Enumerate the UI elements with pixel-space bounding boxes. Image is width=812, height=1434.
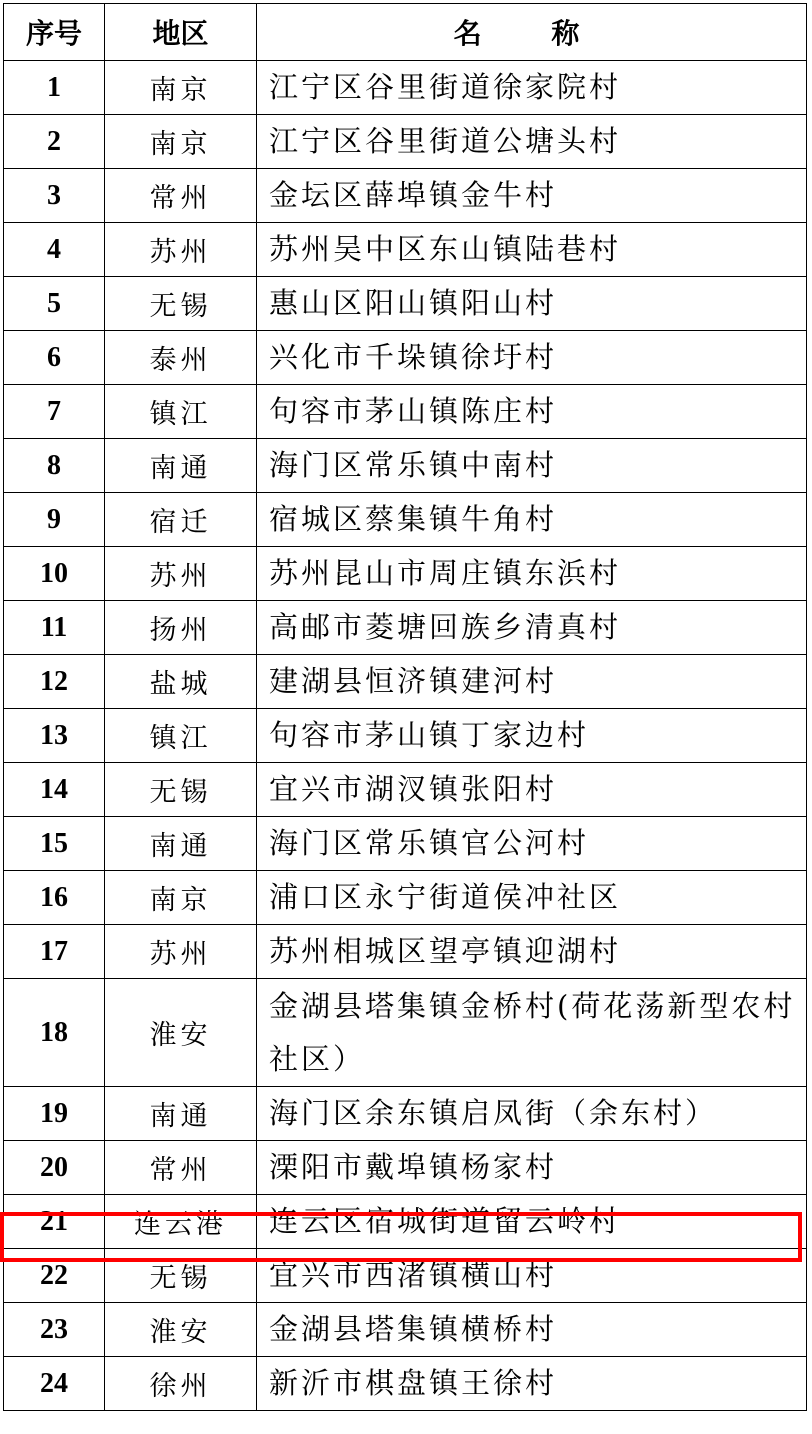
row-region: 苏州 — [105, 925, 257, 979]
row-village-name: 浦口区永宁街道侯冲社区 — [257, 871, 807, 925]
table-row — [4, 1303, 807, 1357]
table-row — [4, 601, 807, 655]
table-row — [4, 61, 807, 115]
row-village-name: 惠山区阳山镇阳山村 — [257, 277, 807, 331]
table-row — [4, 1357, 807, 1411]
row-number: 15 — [4, 817, 105, 871]
header-name: 名 称 — [257, 4, 807, 61]
row-village-name: 苏州吴中区东山镇陆巷村 — [257, 223, 807, 277]
table-row — [4, 763, 807, 817]
row-number: 16 — [4, 871, 105, 925]
row-village-name: 句容市茅山镇丁家边村 — [257, 709, 807, 763]
table-row — [4, 493, 807, 547]
table-row — [4, 1141, 807, 1195]
row-village-name: 金湖县塔集镇金桥村(荷花荡新型农村社区） — [257, 979, 807, 1087]
row-village-name: 海门区常乐镇官公河村 — [257, 817, 807, 871]
table-row — [4, 331, 807, 385]
row-number: 17 — [4, 925, 105, 979]
row-number: 4 — [4, 223, 105, 277]
header-region: 地区 — [105, 4, 257, 61]
row-village-name: 江宁区谷里街道徐家院村 — [257, 61, 807, 115]
row-number: 23 — [4, 1303, 105, 1357]
table-row — [4, 1087, 807, 1141]
row-number: 5 — [4, 277, 105, 331]
row-number: 1 — [4, 61, 105, 115]
row-region: 苏州 — [105, 223, 257, 277]
table-row — [4, 115, 807, 169]
row-number: 3 — [4, 169, 105, 223]
row-region: 无锡 — [105, 1249, 257, 1303]
table-header-row — [4, 4, 807, 61]
table-body — [4, 61, 807, 1411]
row-region: 常州 — [105, 1141, 257, 1195]
table-row — [4, 277, 807, 331]
header-no: 序号 — [4, 4, 105, 61]
row-number: 22 — [4, 1249, 105, 1303]
row-number: 13 — [4, 709, 105, 763]
row-region: 南京 — [105, 115, 257, 169]
row-village-name: 宿城区蔡集镇牛角村 — [257, 493, 807, 547]
row-village-name: 连云区宿城街道留云岭村 — [257, 1195, 807, 1249]
row-region: 无锡 — [105, 277, 257, 331]
table-row — [4, 547, 807, 601]
row-region: 苏州 — [105, 547, 257, 601]
row-village-name: 兴化市千垛镇徐圩村 — [257, 331, 807, 385]
row-region: 南通 — [105, 1087, 257, 1141]
row-number: 10 — [4, 547, 105, 601]
row-number: 18 — [4, 979, 105, 1087]
row-region: 扬州 — [105, 601, 257, 655]
row-village-name: 句容市茅山镇陈庄村 — [257, 385, 807, 439]
table-row — [4, 385, 807, 439]
row-village-name: 溧阳市戴埠镇杨家村 — [257, 1141, 807, 1195]
table-row — [4, 925, 807, 979]
row-village-name: 建湖县恒济镇建河村 — [257, 655, 807, 709]
row-region: 无锡 — [105, 763, 257, 817]
row-village-name: 宜兴市湖汊镇张阳村 — [257, 763, 807, 817]
table-row — [4, 1195, 807, 1249]
row-region: 南通 — [105, 817, 257, 871]
row-region: 连云港 — [105, 1195, 257, 1249]
row-number: 7 — [4, 385, 105, 439]
row-village-name: 苏州昆山市周庄镇东浜村 — [257, 547, 807, 601]
row-number: 14 — [4, 763, 105, 817]
row-number: 2 — [4, 115, 105, 169]
table-row — [4, 817, 807, 871]
table-row — [4, 169, 807, 223]
table-row — [4, 223, 807, 277]
row-region: 淮安 — [105, 1303, 257, 1357]
table-row — [4, 655, 807, 709]
table-row — [4, 979, 807, 1087]
row-region: 镇江 — [105, 385, 257, 439]
villages-table — [3, 3, 807, 1411]
row-village-name: 海门区常乐镇中南村 — [257, 439, 807, 493]
row-region: 盐城 — [105, 655, 257, 709]
row-village-name: 苏州相城区望亭镇迎湖村 — [257, 925, 807, 979]
row-village-name: 江宁区谷里街道公塘头村 — [257, 115, 807, 169]
row-region: 泰州 — [105, 331, 257, 385]
row-number: 19 — [4, 1087, 105, 1141]
row-number: 6 — [4, 331, 105, 385]
row-number: 12 — [4, 655, 105, 709]
table-row — [4, 709, 807, 763]
row-region: 南京 — [105, 61, 257, 115]
row-region: 南通 — [105, 439, 257, 493]
row-village-name: 宜兴市西渚镇横山村 — [257, 1249, 807, 1303]
table-row — [4, 871, 807, 925]
row-village-name: 新沂市棋盘镇王徐村 — [257, 1357, 807, 1411]
row-village-name: 金坛区薛埠镇金牛村 — [257, 169, 807, 223]
row-number: 21 — [4, 1195, 105, 1249]
row-village-name: 金湖县塔集镇横桥村 — [257, 1303, 807, 1357]
table-row — [4, 1249, 807, 1303]
row-region: 镇江 — [105, 709, 257, 763]
row-number: 24 — [4, 1357, 105, 1411]
row-village-name: 高邮市菱塘回族乡清真村 — [257, 601, 807, 655]
row-number: 8 — [4, 439, 105, 493]
row-region: 常州 — [105, 169, 257, 223]
table-row — [4, 439, 807, 493]
row-number: 20 — [4, 1141, 105, 1195]
row-village-name: 海门区余东镇启凤街（余东村） — [257, 1087, 807, 1141]
row-number: 9 — [4, 493, 105, 547]
row-region: 宿迁 — [105, 493, 257, 547]
row-region: 徐州 — [105, 1357, 257, 1411]
row-number: 11 — [4, 601, 105, 655]
row-region: 淮安 — [105, 979, 257, 1087]
row-region: 南京 — [105, 871, 257, 925]
